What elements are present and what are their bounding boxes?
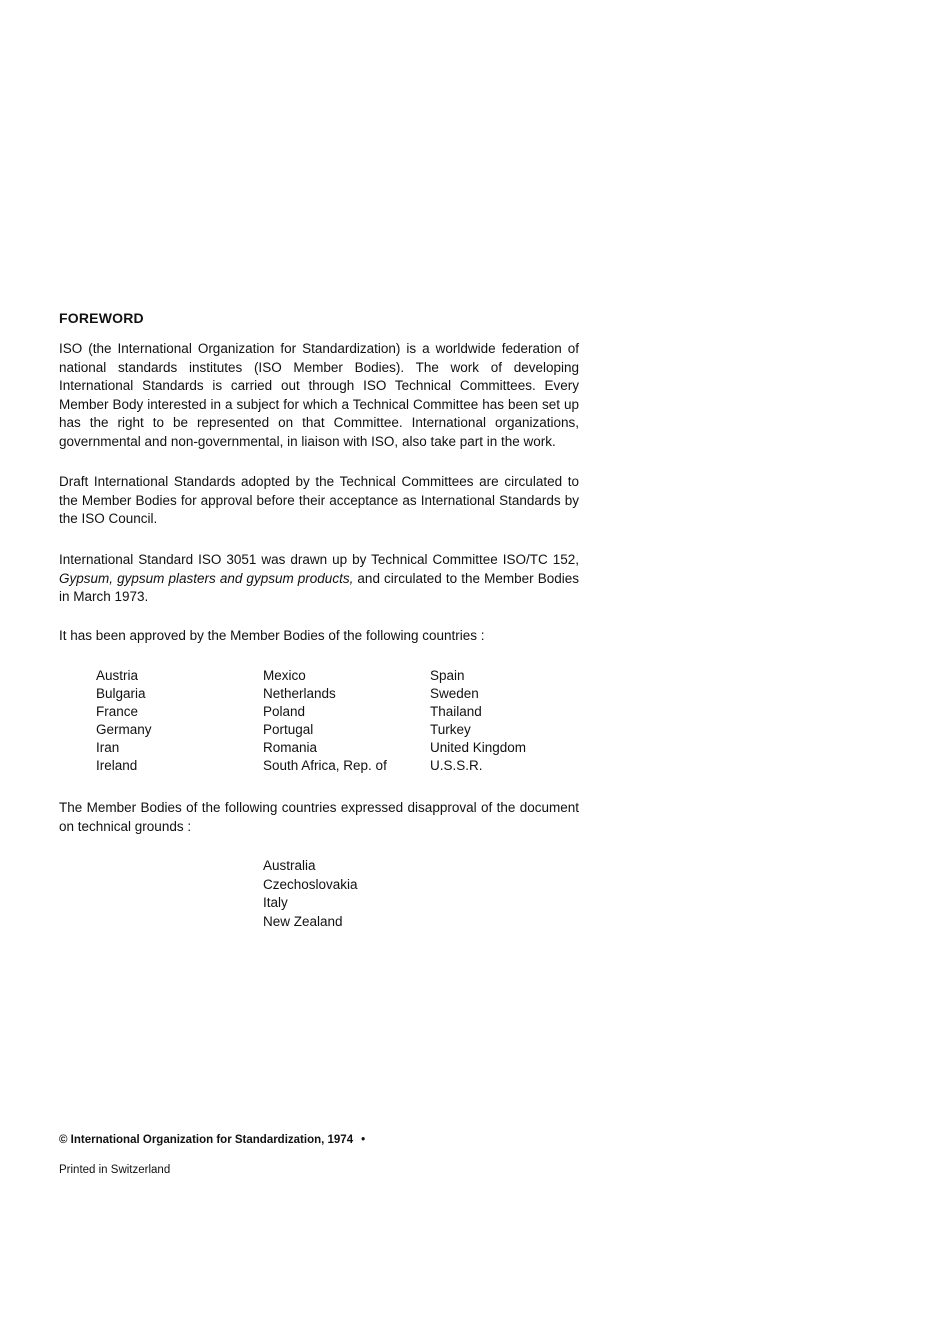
- country-item: Ireland: [96, 758, 138, 773]
- country-item: Germany: [96, 722, 152, 737]
- country-item: Netherlands: [263, 686, 336, 701]
- approving-countries-column-3: [430, 667, 526, 775]
- approving-countries-column-1: [96, 667, 152, 775]
- country-item: Italy: [263, 895, 288, 910]
- approval-intro: It has been approved by the Member Bodies of the following countries :: [59, 628, 485, 643]
- country-item: Czechoslovakia: [263, 876, 358, 892]
- country-item: United Kingdom: [430, 740, 527, 755]
- country-item: Sweden: [430, 686, 479, 701]
- committee-title: Gypsum, gypsum plasters and gypsum products,: [59, 570, 354, 586]
- bullet-icon: •: [361, 1134, 366, 1146]
- country-item: New Zealand: [263, 913, 343, 929]
- country-item: Austria: [96, 668, 139, 683]
- page-title: FOREWORD: [59, 310, 144, 326]
- foreword-paragraph-3: [59, 551, 579, 607]
- printed-in-notice: Printed in Switzerland: [59, 1164, 171, 1176]
- country-item: Bulgaria: [96, 686, 146, 701]
- country-item: U.S.S.R.: [430, 758, 483, 773]
- country-item: South Africa, Rep. of: [263, 758, 387, 773]
- foreword-paragraph-1: ISO (the International Organization for Standardization) is a worldwide federation of national standards institutes (ISO Member Bodies). The work of developing International Standards is carried out through ISO Technical Committees. Every Member Body interested in a subject for which a Technical Committee has been set up has the right to be represented on that Committee. International organizations, governmental and non-governmental, in liaison with ISO, also take part in the work.: [59, 341, 579, 449]
- paragraph-3-text-after: and circulated to the Member Bodies in March 1973.: [59, 570, 579, 604]
- country-item: Spain: [430, 668, 465, 683]
- country-item: Poland: [263, 704, 306, 719]
- country-item: Iran: [96, 740, 120, 755]
- disapproving-countries-list: [263, 857, 358, 931]
- paragraph-3-text-before: International Standard ISO 3051 was drawn up by Technical Committee ISO/TC 152,: [59, 552, 579, 567]
- country-item: Portugal: [263, 722, 314, 737]
- country-item: Mexico: [263, 668, 306, 683]
- country-item: Romania: [263, 740, 318, 755]
- country-item: Thailand: [430, 704, 482, 719]
- copyright-notice: [59, 1134, 365, 1146]
- foreword-paragraph-2: Draft International Standards adopted by the Technical Committees are circulated to the Member Bodies for approval before their acceptance as International Standards by the ISO Council.: [59, 474, 579, 526]
- country-item: Australia: [263, 858, 316, 873]
- country-item: France: [96, 704, 139, 719]
- approving-countries-column-2: [263, 667, 387, 775]
- disapproval-intro: The Member Bodies of the following countries expressed disapproval of the document on technical grounds :: [59, 800, 579, 834]
- country-item: Turkey: [430, 722, 471, 737]
- copyright-text: © International Organization for Standardization, 1974: [59, 1134, 354, 1146]
